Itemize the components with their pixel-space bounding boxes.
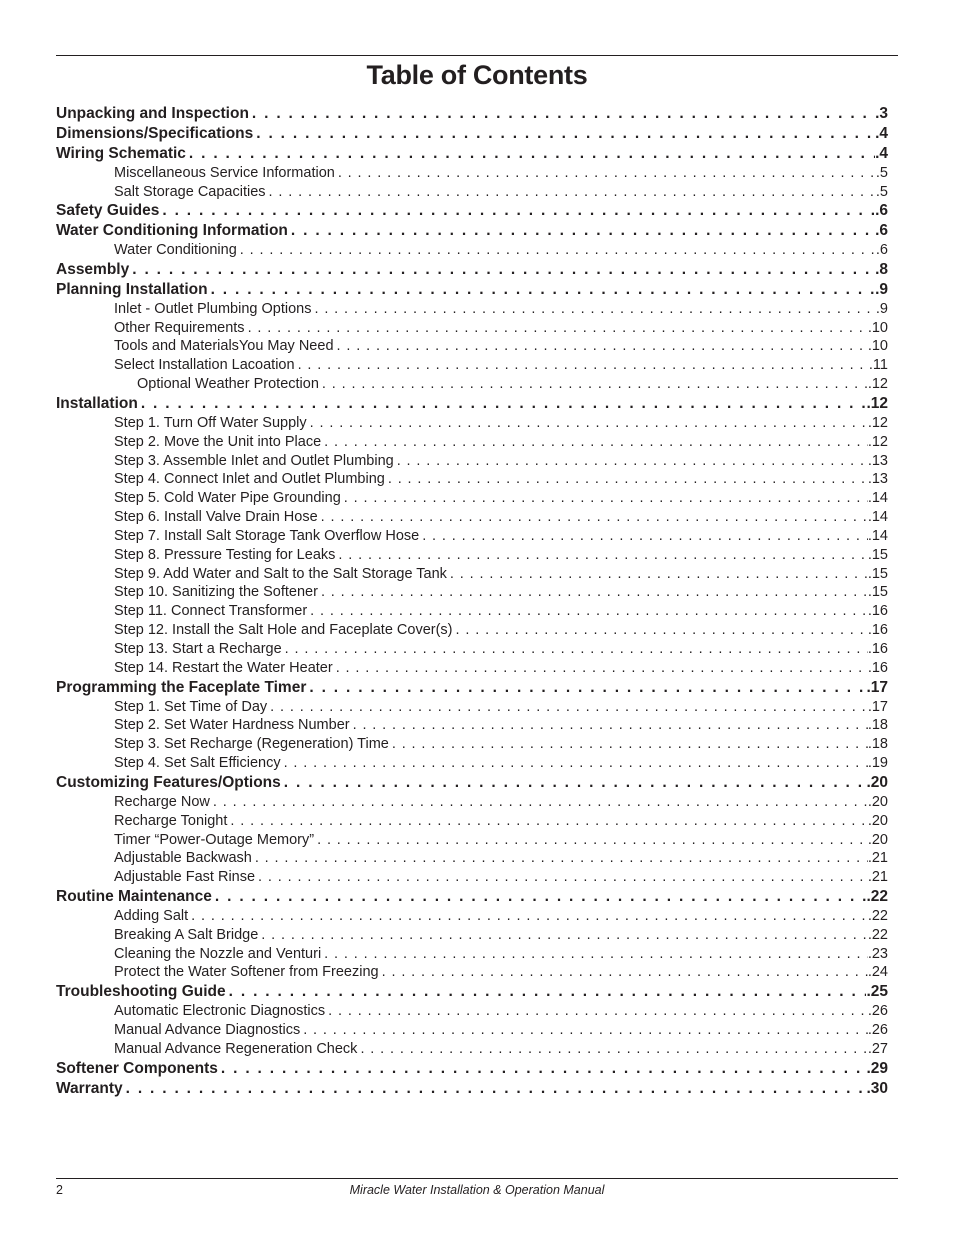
dot-leader <box>269 183 876 202</box>
toc-entry-page: .12 <box>866 394 888 412</box>
dot-leader <box>324 945 868 964</box>
dot-leader <box>221 1059 867 1079</box>
toc-entry[interactable] <box>56 527 888 546</box>
toc-entry-page: .6 <box>875 222 888 240</box>
toc-entry-page: .18 <box>867 717 888 734</box>
toc-entry-label: Step 1. Set Time of Day <box>114 698 268 715</box>
toc-entry-page: .14 <box>867 490 888 507</box>
toc-entry-page: .30 <box>866 1079 888 1097</box>
toc-entry-label: Installation <box>56 394 138 412</box>
toc-entry-label: Step 8. Pressure Testing for Leaks <box>114 546 336 563</box>
footer-page-number: 2 <box>56 1183 63 1197</box>
dot-leader <box>255 849 868 868</box>
toc-entry-label: Timer “Power-Outage Memory” <box>114 831 315 848</box>
toc-entry-label: Step 9. Add Water and Salt to the Salt Storage Tank <box>114 565 447 582</box>
toc-entry[interactable] <box>56 337 888 356</box>
dot-leader <box>328 1002 868 1021</box>
toc-entry-label: Step 3. Assemble Inlet and Outlet Plumbing <box>114 452 394 469</box>
dot-leader <box>162 201 875 221</box>
toc-entry-label: Breaking A Salt Bridge <box>114 926 259 943</box>
dot-leader <box>126 1079 867 1099</box>
toc-entry-page: .6 <box>875 242 888 259</box>
toc-entry[interactable] <box>56 659 888 678</box>
toc-entry[interactable] <box>56 183 888 202</box>
toc-entry-label: Customizing Features/Options <box>56 773 281 791</box>
dot-leader <box>285 640 868 659</box>
dot-leader <box>344 489 868 508</box>
toc-entry-page: .16 <box>867 622 888 639</box>
dot-leader <box>270 698 868 717</box>
toc-entry[interactable] <box>56 640 888 659</box>
toc-entry-label: Dimensions/Specifications <box>56 124 254 142</box>
dot-leader <box>284 773 867 793</box>
toc-entry[interactable] <box>56 963 888 982</box>
toc-entry-page: .16 <box>867 641 888 657</box>
toc-entry-label: Assembly <box>56 260 130 278</box>
toc-entry[interactable] <box>56 1040 888 1059</box>
toc-entry[interactable] <box>56 754 888 773</box>
toc-entry-label: Step 4. Set Salt Efficiency <box>114 755 281 772</box>
toc-entry-page: .10 <box>867 338 888 355</box>
toc-entry-label: Step 10. Sanitizing the Softener <box>114 584 318 601</box>
toc-entry-label: Adjustable Backwash <box>114 850 252 867</box>
dot-leader <box>309 678 866 698</box>
toc-entry-label: Unpacking and Inspection <box>56 105 249 122</box>
dot-leader <box>284 754 868 773</box>
toc-entry[interactable] <box>56 982 888 1002</box>
toc-entry-label: Step 12. Install the Salt Hole and Faceplate Cover(s) <box>114 622 453 639</box>
toc-entry[interactable] <box>56 831 888 850</box>
toc-entry-page: .14 <box>867 527 888 544</box>
toc-entry-label: Manual Advance Regeneration Check <box>114 1040 358 1057</box>
dot-leader <box>261 926 868 945</box>
toc-entry[interactable] <box>56 565 888 584</box>
dot-leader <box>322 375 868 394</box>
toc-entry[interactable] <box>56 104 888 124</box>
dot-leader <box>230 812 867 831</box>
toc-entry[interactable] <box>56 849 888 868</box>
dot-leader <box>314 300 875 319</box>
toc-entry-page: .29 <box>866 1059 888 1077</box>
toc-entry-page: .20 <box>867 812 888 829</box>
dot-leader <box>321 583 868 602</box>
toc-entry-label: Step 2. Set Water Hardness Number <box>114 717 350 734</box>
toc-entry-label: Adding Salt <box>114 907 189 924</box>
dot-leader <box>338 164 876 183</box>
toc-entry-label: Warranty <box>56 1079 123 1097</box>
dot-leader <box>248 319 868 338</box>
dot-leader <box>450 565 868 584</box>
toc-entry-page: .13 <box>867 471 888 488</box>
toc-entry[interactable] <box>56 1059 888 1079</box>
toc-entry-label: Troubleshooting Guide <box>56 983 226 1001</box>
dot-leader <box>256 124 875 144</box>
toc-entry-page: .24 <box>867 964 888 981</box>
dot-leader <box>213 793 868 812</box>
dot-leader <box>337 337 868 356</box>
toc-entry[interactable] <box>56 319 888 338</box>
toc-entry[interactable] <box>56 812 888 831</box>
toc-entry[interactable] <box>56 414 888 433</box>
toc-entry-page: .12 <box>867 376 888 393</box>
toc-entry-page: .26 <box>867 1003 888 1020</box>
toc-entry-page: .19 <box>867 755 888 772</box>
toc-entry[interactable] <box>56 1002 888 1021</box>
toc-entry-page: .21 <box>867 869 888 886</box>
toc-entry-page: .22 <box>866 888 888 906</box>
toc-entry-page: .11 <box>868 357 888 374</box>
toc-entry-label: Water Conditioning Information <box>56 222 288 240</box>
toc-entry-page: .4 <box>875 124 888 142</box>
toc-entry[interactable] <box>56 773 888 793</box>
dot-leader <box>360 1040 867 1059</box>
table-of-contents <box>56 104 888 1099</box>
toc-entry-label: Step 1. Turn Off Water Supply <box>114 414 307 431</box>
dot-leader <box>382 963 868 982</box>
dot-leader <box>258 868 868 887</box>
toc-entry-page: .20 <box>866 773 888 791</box>
toc-entry[interactable] <box>56 621 888 640</box>
toc-entry[interactable] <box>56 698 888 717</box>
toc-entry-page: .20 <box>867 831 888 848</box>
toc-entry-page: .8 <box>875 260 888 278</box>
toc-entry[interactable] <box>56 1021 888 1040</box>
toc-entry-label: Manual Advance Diagnostics <box>114 1022 301 1039</box>
dot-leader <box>324 433 868 452</box>
dot-leader <box>321 508 868 527</box>
toc-entry-page: .17 <box>866 678 888 696</box>
toc-entry-page: .23 <box>867 945 888 962</box>
toc-entry[interactable] <box>56 164 888 183</box>
toc-entry[interactable] <box>56 124 888 144</box>
toc-entry[interactable] <box>56 433 888 452</box>
dot-leader <box>336 659 868 678</box>
toc-entry-page: .15 <box>867 546 888 563</box>
toc-entry-page: .14 <box>867 509 888 526</box>
toc-entry-label: Softener Components <box>56 1059 218 1077</box>
toc-entry-label: Step 7. Install Salt Storage Tank Overflow Hose <box>114 527 420 544</box>
toc-entry-label: Select Installation Lacoation <box>114 357 295 374</box>
page-title: Table of Contents <box>366 60 588 90</box>
dot-leader <box>291 221 875 241</box>
toc-entry[interactable] <box>56 375 888 394</box>
toc-entry-label: Salt Storage Capacities <box>114 183 266 200</box>
toc-entry-label: Tools and MaterialsYou May Need <box>114 338 334 355</box>
toc-entry-page: .15 <box>867 584 888 601</box>
toc-entry-page: .5 <box>875 183 888 200</box>
toc-entry-page: .22 <box>867 907 888 924</box>
toc-entry[interactable] <box>56 868 888 887</box>
toc-entry[interactable] <box>56 260 888 280</box>
toc-entry-label: Step 6. Install Valve Drain Hose <box>114 509 318 526</box>
toc-entry-page: .27 <box>867 1040 888 1057</box>
dot-leader <box>338 546 867 565</box>
dot-leader <box>353 716 868 735</box>
toc-entry-label: Automatic Electronic Diagnostics <box>114 1003 326 1020</box>
toc-entry[interactable] <box>56 887 888 907</box>
toc-entry-label: Cleaning the Nozzle and Venturi <box>114 945 322 962</box>
toc-entry[interactable] <box>56 602 888 621</box>
toc-entry-page: .17 <box>867 698 888 715</box>
toc-entry-label: Programming the Faceplate Timer <box>56 678 307 696</box>
toc-entry-page: .13 <box>867 452 888 469</box>
toc-entry[interactable] <box>56 452 888 471</box>
footer-rule <box>56 1178 898 1179</box>
toc-entry[interactable] <box>56 241 888 260</box>
dot-leader <box>252 104 875 124</box>
toc-entry[interactable] <box>56 716 888 735</box>
toc-entry-label: Planning Installation <box>56 280 208 298</box>
dot-leader <box>397 452 868 471</box>
toc-entry-label: Step 14. Restart the Water Heater <box>114 659 333 676</box>
dot-leader <box>132 260 875 280</box>
dot-leader <box>310 602 868 621</box>
toc-entry[interactable] <box>56 546 888 565</box>
toc-entry-label: Safety Guides <box>56 202 160 220</box>
toc-entry-label: Step 5. Cold Water Pipe Grounding <box>114 490 341 507</box>
dot-leader <box>191 907 868 926</box>
toc-entry[interactable] <box>56 489 888 508</box>
toc-entry[interactable] <box>56 221 888 241</box>
toc-entry-page: .10 <box>867 319 888 336</box>
dot-leader <box>211 280 875 300</box>
toc-entry[interactable] <box>56 300 888 319</box>
toc-entry-label: Optional Weather Protection <box>137 376 319 393</box>
toc-entry-page: .9 <box>875 280 888 298</box>
toc-entry-page: .12 <box>867 414 888 431</box>
dot-leader <box>215 887 867 907</box>
toc-entry[interactable] <box>56 793 888 812</box>
toc-entry-page: .18 <box>867 736 888 753</box>
toc-entry[interactable] <box>56 735 888 754</box>
toc-entry-page: .20 <box>867 793 888 810</box>
toc-entry-label: Recharge Tonight <box>114 812 228 829</box>
dot-leader <box>317 831 868 850</box>
toc-entry-page: .25 <box>866 983 888 1001</box>
toc-entry-page: .6 <box>875 202 888 220</box>
dot-leader <box>229 982 867 1002</box>
toc-entry-label: Routine Maintenance <box>56 888 212 906</box>
toc-entry[interactable] <box>56 144 888 164</box>
toc-entry[interactable] <box>56 926 888 945</box>
dot-leader <box>298 356 869 375</box>
toc-entry[interactable] <box>56 678 888 698</box>
toc-entry-label: Step 3. Set Recharge (Regeneration) Time <box>114 736 389 753</box>
toc-entry[interactable] <box>56 508 888 527</box>
toc-entry-label: Step 11. Connect Transformer <box>114 603 308 620</box>
toc-entry-page: .16 <box>867 659 888 676</box>
toc-entry-label: Wiring Schematic <box>56 144 186 162</box>
toc-entry[interactable] <box>56 1079 888 1099</box>
toc-entry-page: .3 <box>875 105 888 122</box>
toc-entry-page: .12 <box>867 433 888 450</box>
toc-entry-label: Step 13. Start a Recharge <box>114 641 282 657</box>
toc-entry-page: .26 <box>867 1022 888 1039</box>
toc-entry[interactable] <box>56 201 888 221</box>
toc-entry-label: Other Requirements <box>114 319 245 336</box>
toc-entry-label: Adjustable Fast Rinse <box>114 869 256 886</box>
footer-manual-title: Miracle Water Installation & Operation Manual <box>349 1183 605 1197</box>
dot-leader <box>240 241 876 260</box>
dot-leader <box>189 144 875 164</box>
toc-entry-label: Inlet - Outlet Plumbing Options <box>114 300 312 317</box>
dot-leader <box>141 394 867 414</box>
toc-entry-page: .15 <box>867 565 888 582</box>
header-rule <box>56 55 898 56</box>
dot-leader <box>388 470 868 489</box>
dot-leader <box>303 1021 868 1040</box>
toc-entry[interactable] <box>56 907 888 926</box>
toc-entry[interactable] <box>56 280 888 300</box>
toc-entry-page: .5 <box>875 164 888 181</box>
dot-leader <box>422 527 868 546</box>
toc-entry-label: Water Conditioning <box>114 242 237 259</box>
toc-entry[interactable] <box>56 470 888 489</box>
toc-entry-page: .9 <box>875 300 888 317</box>
dot-leader <box>392 735 868 754</box>
toc-entry[interactable] <box>56 394 888 414</box>
toc-entry[interactable] <box>56 583 888 602</box>
toc-entry-page: .4 <box>875 144 888 162</box>
toc-entry[interactable] <box>56 356 888 375</box>
toc-entry-label: Step 4. Connect Inlet and Outlet Plumbing <box>114 471 385 488</box>
toc-entry-label: Recharge Now <box>114 793 210 810</box>
toc-entry-label: Miscellaneous Service Information <box>114 164 335 181</box>
toc-entry-page: .16 <box>867 603 888 620</box>
toc-entry-label: Step 2. Move the Unit into Place <box>114 433 322 450</box>
toc-entry-page: .21 <box>867 850 888 867</box>
dot-leader <box>310 414 868 433</box>
toc-entry[interactable] <box>56 945 888 964</box>
toc-entry-label: Protect the Water Softener from Freezing <box>114 964 379 981</box>
dot-leader <box>456 621 868 640</box>
toc-entry-page: .22 <box>867 926 888 943</box>
